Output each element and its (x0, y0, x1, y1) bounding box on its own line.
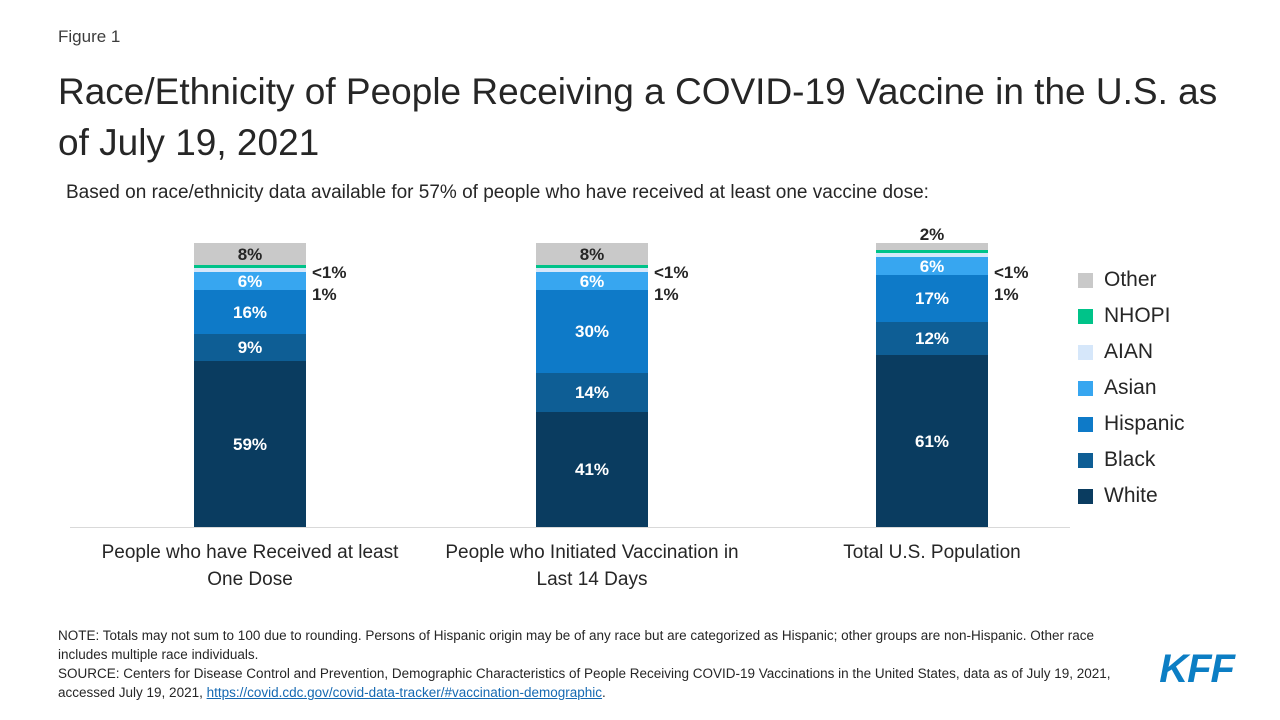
footer-source-text: SOURCE: Centers for Disease Control and Prevention, Demographic Characteristics of People Receiving COVID-19 Vaccinations in the United States, data as of July 19, 2021, accessed July 19, 2021, (58, 666, 1111, 700)
callout-nhopi: <1% (654, 263, 689, 282)
segment-hispanic: 30% (536, 290, 648, 373)
bar-group-total-population (843, 225, 1029, 563)
callout-nhopi: <1% (994, 263, 1029, 282)
bar-stack (194, 243, 306, 527)
segment-asian: 6% (194, 272, 306, 290)
segment-black: 14% (536, 373, 648, 412)
segment-asian: 6% (876, 257, 988, 275)
segment-white: 61% (876, 355, 988, 527)
legend-label-aian: AIAN (1104, 340, 1154, 363)
segment-black: 9% (194, 334, 306, 361)
bar-group-label: People who Initiated Vaccination in Last 14 Days (445, 542, 739, 590)
legend-item-white (1078, 478, 1268, 514)
legend-swatch-hispanic (1078, 417, 1093, 432)
bar-group-one-dose (101, 243, 399, 590)
footer-note: NOTE: Totals may not sum to 100 due to rounding. Persons of Hispanic origin may be of any race but are categorized as Hispanic; other groups are non-Hispanic. Other race includes multiple race individuals. (58, 628, 1095, 662)
footer-source (58, 664, 1138, 702)
legend-item-other (1078, 262, 1268, 298)
legend-item-asian (1078, 370, 1268, 406)
callout-nhopi: <1% (312, 263, 347, 282)
figure-label: Figure 1 (58, 27, 121, 46)
segment-hispanic: 17% (876, 275, 988, 322)
legend-label-asian: Asian (1104, 376, 1157, 399)
legend-item-aian (1078, 334, 1268, 370)
segment-white: 59% (194, 361, 306, 527)
legend-label-hispanic: Hispanic (1104, 412, 1185, 435)
segment-asian: 6% (536, 272, 648, 290)
callout-aian: 1% (654, 285, 679, 304)
segment-other: 2% (876, 243, 988, 250)
segment-other: 8% (536, 243, 648, 265)
callout-aian: 1% (312, 285, 337, 304)
legend-label-other: Other (1104, 268, 1157, 291)
kff-logo: KFF (1159, 647, 1234, 691)
chart-subtitle: Based on race/ethnicity data available for 57% of people who have received at least one vaccine dose: (66, 182, 929, 203)
bar-stack (876, 225, 988, 527)
chart-baseline (70, 527, 1070, 528)
segment-hispanic: 16% (194, 290, 306, 334)
legend-swatch-black (1078, 453, 1093, 468)
footer-source-suffix: . (602, 685, 606, 700)
source-link[interactable]: https://covid.cdc.gov/covid-data-tracker/#vaccination-demographic (206, 685, 603, 700)
segment-other: 8% (194, 243, 306, 265)
legend-item-hispanic (1078, 406, 1268, 442)
legend-swatch-white (1078, 489, 1093, 504)
legend-swatch-nhopi (1078, 309, 1093, 324)
legend-swatch-aian (1078, 345, 1093, 360)
bar-stack (536, 243, 648, 527)
bar-group-initiated (445, 243, 739, 590)
legend-label-nhopi: NHOPI (1104, 304, 1171, 327)
legend-swatch-asian (1078, 381, 1093, 396)
legend-item-nhopi (1078, 298, 1268, 334)
bar-group-label: Total U.S. Population (843, 542, 1021, 563)
footer (58, 626, 1138, 702)
legend-label-white: White (1104, 484, 1158, 507)
page-title: Race/Ethnicity of People Receiving a COVID-19 Vaccine in the U.S. as of July 19, 2021 (58, 71, 1218, 163)
legend-item-black (1078, 442, 1268, 478)
chart-legend (1078, 262, 1268, 514)
legend-swatch-other (1078, 273, 1093, 288)
legend-label-black: Black (1104, 448, 1156, 471)
callout-aian: 1% (994, 285, 1019, 304)
stacked-bar-chart (70, 225, 1070, 590)
segment-black: 12% (876, 322, 988, 355)
bar-group-label: People who have Received at least One Dose (101, 542, 399, 590)
segment-white: 41% (536, 412, 648, 527)
